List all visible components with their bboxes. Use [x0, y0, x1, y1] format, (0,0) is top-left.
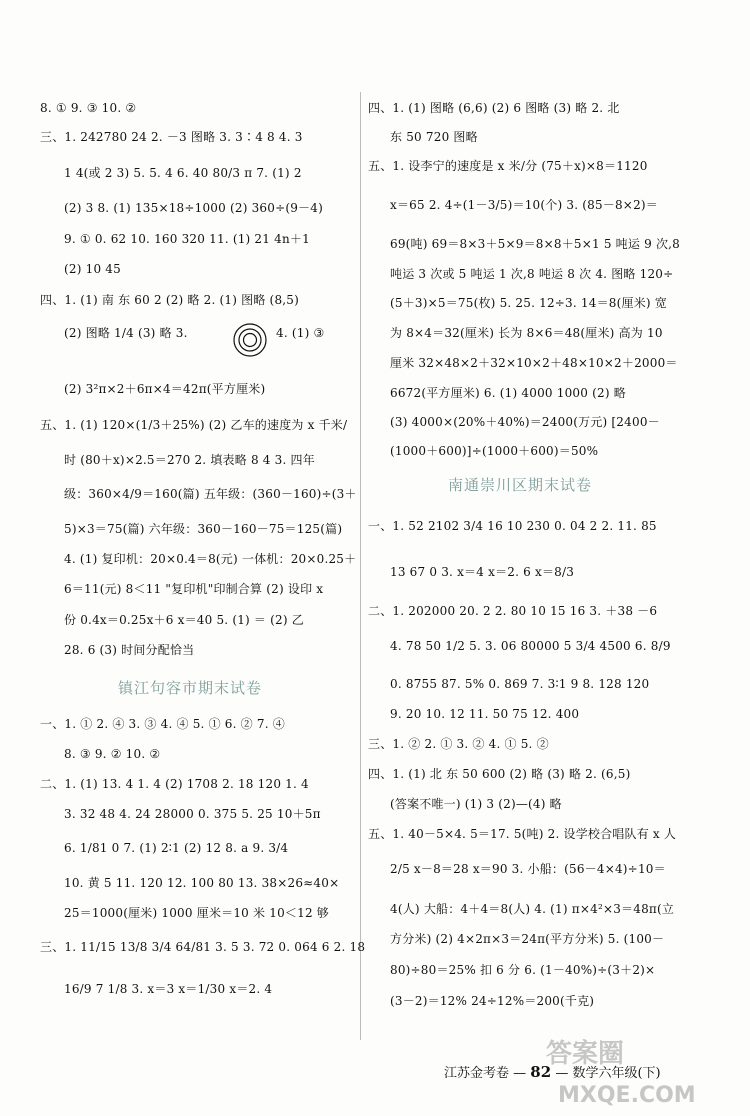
answer-line: 五、1. 40－5×4. 5＝17. 5(吨) 2. 设学校合唱队有 x 人 [368, 827, 677, 841]
answer-line: 一、1. 52 2102 3/4 16 10 230 0. 04 2 2. 11. 85 [368, 519, 657, 533]
answer-line: 四、1. (1) 南 东 60 2 (2) 略 2. (1) 图略 (8,5) [40, 293, 300, 307]
answer-line: 69(吨) 69＝8×3＋5×9＝8×8＋5×1 5 吨运 9 次,8 [390, 237, 680, 251]
answer-line: 三、1. 11/15 13/8 3/4 64/81 3. 5 3. 72 0. 064 6 2. 18 [40, 940, 366, 954]
answer-line: 一、1. ① 2. ④ 3. ③ 4. ④ 5. ① 6. ② 7. ④ [40, 717, 285, 731]
answer-line: 四、1. (1) 图略 (6,6) (2) 6 图略 (3) 略 2. 北 [368, 101, 620, 115]
answer-line: 五、1. 设李宁的速度是 x 米/分 (75＋x)×8＝1120 [368, 159, 648, 173]
answer-line: 0. 8755 87. 5% 0. 869 7. 3∶1 9 8. 128 120 [390, 677, 650, 691]
answer-line: 8. ① 9. ③ 10. ② [40, 101, 137, 115]
answer-line: 二、1. 202000 20. 2 2. 80 10 15 16 3. ＋38 －6 [368, 604, 658, 618]
answer-line: (2) 10 45 [64, 262, 121, 276]
answer-line: 东 50 720 图略 [390, 130, 478, 144]
answer-line: 10. 黄 5 11. 120 12. 100 80 13. 38×26≈40× [64, 876, 340, 890]
answer-line: 2/5 x－8＝28 x＝90 3. 小船：(56－4×4)÷10＝ [390, 862, 666, 876]
answer-line: 级：360×4/9＝160(篇) 五年级：(360－160)÷(3＋ [64, 487, 357, 501]
answer-line: 吨运 3 次或 5 吨运 1 次,8 吨运 8 次 4. 图略 120÷ [390, 267, 674, 281]
page-number: 82 [530, 1063, 552, 1081]
watermark-line1: 答案圈 [546, 1039, 625, 1069]
answer-line: (5＋3)×5＝75(枚) 5. 25. 12÷3. 14＝8(厘米) 宽 [390, 296, 668, 310]
answer-line: (2) 图略 1/4 (3) 略 3. [64, 326, 188, 340]
answer-line: 13 67 0 3. x＝4 x＝2. 6 x＝8/3 [390, 565, 575, 579]
answer-line: 3. 32 48 4. 24 28000 0. 375 5. 25 10＋5π [64, 807, 321, 821]
site-watermark [536, 1024, 742, 1112]
column-divider [360, 92, 361, 1040]
answer-line: 5)×3＝75(篇) 六年级：360－160－75＝125(篇) [64, 522, 343, 536]
answer-line: (2) 3 8. (1) 135×18÷1000 (2) 360÷(9－4) [64, 201, 323, 215]
subject-label: 数学六年级(下) [572, 1066, 661, 1081]
answer-line: 8. ③ 9. ② 10. ② [64, 747, 161, 761]
answer-line: x＝65 2. 4÷(1－3/5)＝10(个) 3. (85－8×2)＝ [390, 198, 658, 212]
answer-line: 4(人) 大船：4＋4＝8(人) 4. (1) π×4²×3＝48π(立 [390, 902, 675, 916]
answer-line: 6. 1/81 0 7. (1) 2∶1 (2) 12 8. a 9. 3/4 [64, 841, 289, 855]
answer-line: 4. (1) 复印机：20×0.4＝8(元) 一体机：20×0.25＋ [64, 552, 357, 566]
section-title: 镇江句容市期末试卷 [118, 679, 263, 697]
footer-dash: — [555, 1066, 573, 1081]
watermark-line2: MXQE.COM [558, 1083, 696, 1108]
concentric-circles-figure [233, 323, 267, 357]
answer-line: 4. (1) ③ [276, 326, 325, 340]
answer-line: 9. 20 10. 12 11. 50 75 12. 400 [390, 707, 580, 721]
section-title: 南通崇川区期末试卷 [448, 476, 593, 494]
answer-line: 方分米) (2) 4×2π×3＝24π(平方分米) 5. (100－ [390, 932, 665, 946]
answer-line: 厘米 32×48×2＋32×10×2＋48×10×2＋2000＝ [390, 356, 678, 370]
answer-line: 份 0.4x＝0.25x＋6 x＝40 5. (1) ＝ (2) 乙 [64, 613, 304, 627]
answer-line: 25＝1000(厘米) 1000 厘米＝10 米 10＜12 够 [64, 906, 329, 920]
answer-line: 6＝11(元) 8＜11 "复印机"印制合算 (2) 设印 x [64, 582, 324, 596]
answer-line: 1 4(或 2 3) 5. 5. 4 6. 40 80/3 π 7. (1) 2 [64, 166, 302, 180]
answer-line: 9. ① 0. 62 10. 160 320 11. (1) 21 4n＋1 [64, 232, 310, 246]
answer-line: 二、1. (1) 13. 4 1. 4 (2) 1708 2. 18 120 1. 4 [40, 777, 309, 791]
answer-line: 6672(平方厘米) 6. (1) 4000 1000 (2) 略 [390, 386, 626, 400]
answer-line: 80)÷80＝25% 扣 6 分 6. (1－40%)÷(3＋2)× [390, 963, 656, 977]
footer-dash: — [513, 1066, 531, 1081]
answer-line: 时 (80＋x)×2.5＝270 2. 填表略 8 4 3. 四年 [64, 453, 315, 467]
answer-line: 16/9 7 1/8 3. x＝3 x＝1/30 x＝2. 4 [64, 982, 273, 996]
answer-line: (3) 4000×(20%＋40%)＝2400(万元) [2400－ [390, 415, 660, 429]
answer-line: 4. 78 50 1/2 5. 3. 06 80000 5 3/4 4500 6. 8/9 [390, 639, 671, 653]
answer-line: 四、1. (1) 北 东 50 600 (2) 略 (3) 略 2. (6,5) [368, 767, 631, 781]
answer-line: 三、1. 242780 24 2. －3 图略 3. 3∶4 8 4. 3 [40, 130, 303, 144]
answer-line: (3－2)＝12% 24÷12%＝200(千克) [390, 994, 595, 1008]
answer-line: (1000＋600)]÷(1000＋600)＝50% [390, 444, 599, 458]
answer-line: 五、1. (1) 120×(1/3＋25%) (2) 乙车的速度为 x 千米/ [40, 418, 348, 432]
answer-line: (2) 3²π×2＋6π×4＝42π(平方厘米) [64, 382, 266, 396]
answer-line: 三、1. ② 2. ① 3. ② 4. ① 5. ② [368, 737, 549, 751]
answer-line: 为 8×4＝32(厘米) 长为 8×6＝48(厘米) 高为 10 [390, 326, 663, 340]
answer-line: 28. 6 (3) 时间分配恰当 [64, 643, 195, 657]
answer-line: (答案不唯一) (1) 3 (2)—(4) 略 [390, 797, 562, 811]
book-title: 江苏金考卷 [444, 1066, 510, 1081]
